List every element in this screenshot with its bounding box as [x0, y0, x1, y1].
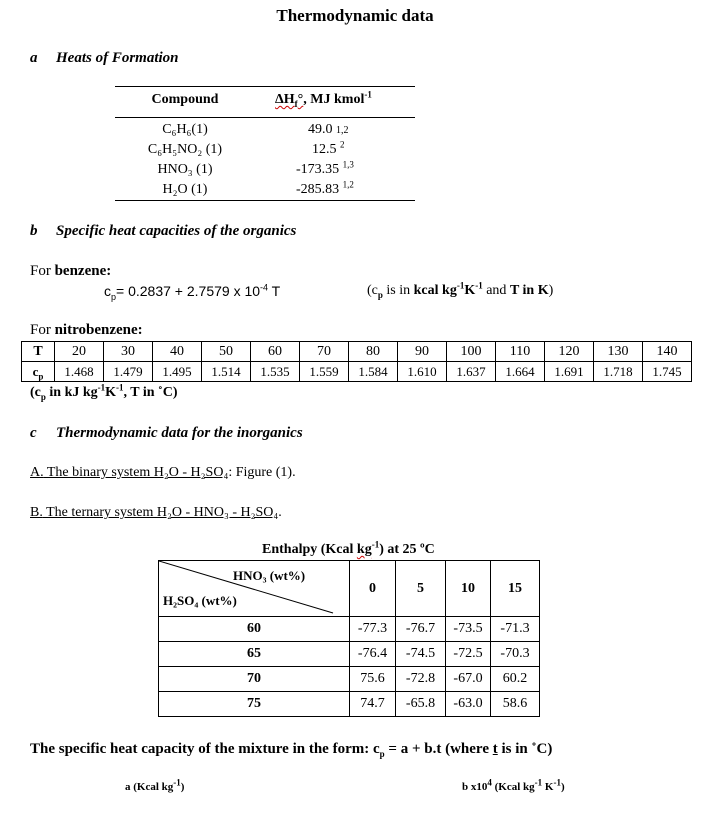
enthalpy-cell: -67.0: [446, 667, 491, 692]
nb-T-cell: 110: [496, 342, 545, 362]
enthalpy-cell: -63.0: [446, 692, 491, 717]
hof-col2-header: $\Delta H_f^\circ$, MJ kmol$^{-1}$: [275, 89, 372, 109]
nb-row-label-T: T: [22, 342, 55, 362]
nb-cp-cell: 1.718: [594, 362, 643, 382]
enthalpy-cell: -71.3: [491, 617, 540, 642]
item-b-ternary-system: B. The ternary system H₂O - HNO₃ - H₂SO₄.: [30, 505, 282, 520]
nitrobenzene-units-note: ($c_p$ in kJ $kg^{-1}K^{-1}$, T in ˚C): [30, 382, 178, 402]
enthalpy-caption: Enthalpy (Kcal $kg^{-1}$) at 25 ºC: [262, 539, 435, 557]
hof-bottom-rule: [115, 200, 415, 201]
benzene-units-note: ($c_p$ is in kcal $kg^{-1}K^{-1}$ and T in K): [367, 280, 554, 300]
nb-cp-cell: 1.745: [643, 362, 692, 382]
enthalpy-cell: 60.2: [491, 667, 540, 692]
enthalpy-cell: -72.8: [396, 667, 446, 692]
nb-T-cell: 120: [545, 342, 594, 362]
section-c-letter: c: [30, 425, 37, 441]
enthalpy-row-header: 75: [159, 692, 350, 717]
nitrobenzene-cp-row: [22, 362, 692, 382]
hof-compound-1: C₆H₅NO₂ (1): [147, 142, 223, 157]
enthalpy-header-row: [159, 561, 540, 617]
mixture-cp-statement: The specific heat capacity of the mixture in the form: $c_p = a + b.t$ (where t is in ˚C): [30, 741, 553, 759]
enthalpy-row: [159, 617, 540, 642]
coefficient-b-label: b $x10^4$ (Kcal $kg^{-1}$ $K^{-1}$): [462, 777, 565, 793]
nb-cp-cell: 1.584: [349, 362, 398, 382]
enthalpy-table: [158, 560, 540, 717]
nb-cp-cell: 1.610: [398, 362, 447, 382]
enthalpy-row-header: 65: [159, 642, 350, 667]
section-a-letter: a: [30, 50, 38, 66]
nb-T-cell: 30: [104, 342, 153, 362]
section-b-title: Specific heat capacities of the organics: [56, 223, 297, 239]
enthalpy-cell: 58.6: [491, 692, 540, 717]
section-b-heading: [30, 223, 296, 240]
page-title: Thermodynamic data: [276, 6, 434, 25]
nb-T-cell: 140: [643, 342, 692, 362]
benzene-label: For benzene:: [30, 263, 112, 279]
hof-header-rule: [115, 117, 415, 118]
enthalpy-cell: -74.5: [396, 642, 446, 667]
enthalpy-row: [159, 667, 540, 692]
enthalpy-row-header: 70: [159, 667, 350, 692]
enthalpy-col-header: 0: [350, 561, 396, 617]
nitrobenzene-cp-table: [21, 341, 692, 382]
nb-T-cell: 20: [55, 342, 104, 362]
section-c-title: Thermodynamic data for the inorganics: [56, 425, 303, 441]
enthalpy-col-header: 15: [491, 561, 540, 617]
section-a-title: Heats of Formation: [56, 50, 179, 66]
hof-value-1: 12.5 $^2$: [312, 139, 345, 157]
nb-T-cell: 60: [251, 342, 300, 362]
hof-compound-2: HNO₃ (1): [157, 162, 213, 177]
enthalpy-cell: -76.4: [350, 642, 396, 667]
enthalpy-col-header: 10: [446, 561, 491, 617]
benzene-equation: $c_p= 0.2837 + 2.7579$ x $10^{-4}$ T: [104, 282, 281, 302]
nb-cp-cell: 1.535: [251, 362, 300, 382]
nitrobenzene-temperature-row: [22, 342, 692, 362]
nb-T-cell: 130: [594, 342, 643, 362]
nb-cp-cell: 1.637: [447, 362, 496, 382]
enthalpy-cell: 75.6: [350, 667, 396, 692]
diag-bottom-label: H₂SO₄ (wt%): [163, 593, 237, 608]
nb-cp-cell: 1.468: [55, 362, 104, 382]
nb-cp-cell: 1.691: [545, 362, 594, 382]
nb-T-cell: 100: [447, 342, 496, 362]
nb-cp-cell: 1.514: [202, 362, 251, 382]
hof-col1-header: Compound: [151, 92, 219, 107]
section-a-heading: [30, 50, 179, 67]
nb-row-label-cp: $c_p$: [22, 362, 55, 382]
nb-cp-cell: 1.495: [153, 362, 202, 382]
enthalpy-cell: -65.8: [396, 692, 446, 717]
item-a-binary-system: A. The binary system H₂O - H₂SO₄: Figure (1).: [30, 465, 296, 480]
enthalpy-col-header: 5: [396, 561, 446, 617]
nb-T-cell: 40: [153, 342, 202, 362]
nitrobenzene-label: For nitrobenzene:: [30, 322, 143, 338]
hof-value-2: -173.35 $^{1,3}$: [296, 159, 354, 177]
enthalpy-cell: 74.7: [350, 692, 396, 717]
nb-T-cell: 90: [398, 342, 447, 362]
diag-top-label: HNO₃ (wt%): [233, 568, 306, 583]
nb-T-cell: 50: [202, 342, 251, 362]
hof-top-rule: [115, 86, 415, 87]
section-c-heading: [30, 425, 303, 442]
nb-T-cell: 70: [300, 342, 349, 362]
enthalpy-row: [159, 692, 540, 717]
enthalpy-diagonal-header: [159, 561, 350, 617]
enthalpy-cell: -77.3: [350, 617, 396, 642]
nb-cp-cell: 1.664: [496, 362, 545, 382]
nb-cp-cell: 1.479: [104, 362, 153, 382]
hof-compound-0: C₆H₆(1): [162, 122, 208, 137]
hof-value-3: -285.83 $^{1,2}$: [296, 179, 354, 197]
enthalpy-row: [159, 642, 540, 667]
hof-value-0: 49.0 1,2: [308, 122, 349, 137]
enthalpy-cell: -72.5: [446, 642, 491, 667]
enthalpy-cell: -73.5: [446, 617, 491, 642]
enthalpy-cell: -76.7: [396, 617, 446, 642]
nb-cp-cell: 1.559: [300, 362, 349, 382]
coefficient-a-label: a (Kcal $kg^{-1}$): [125, 777, 185, 793]
enthalpy-cell: -70.3: [491, 642, 540, 667]
nb-T-cell: 80: [349, 342, 398, 362]
section-b-letter: b: [30, 223, 38, 239]
enthalpy-row-header: 60: [159, 617, 350, 642]
hof-compound-3: H₂O (1): [162, 182, 208, 197]
